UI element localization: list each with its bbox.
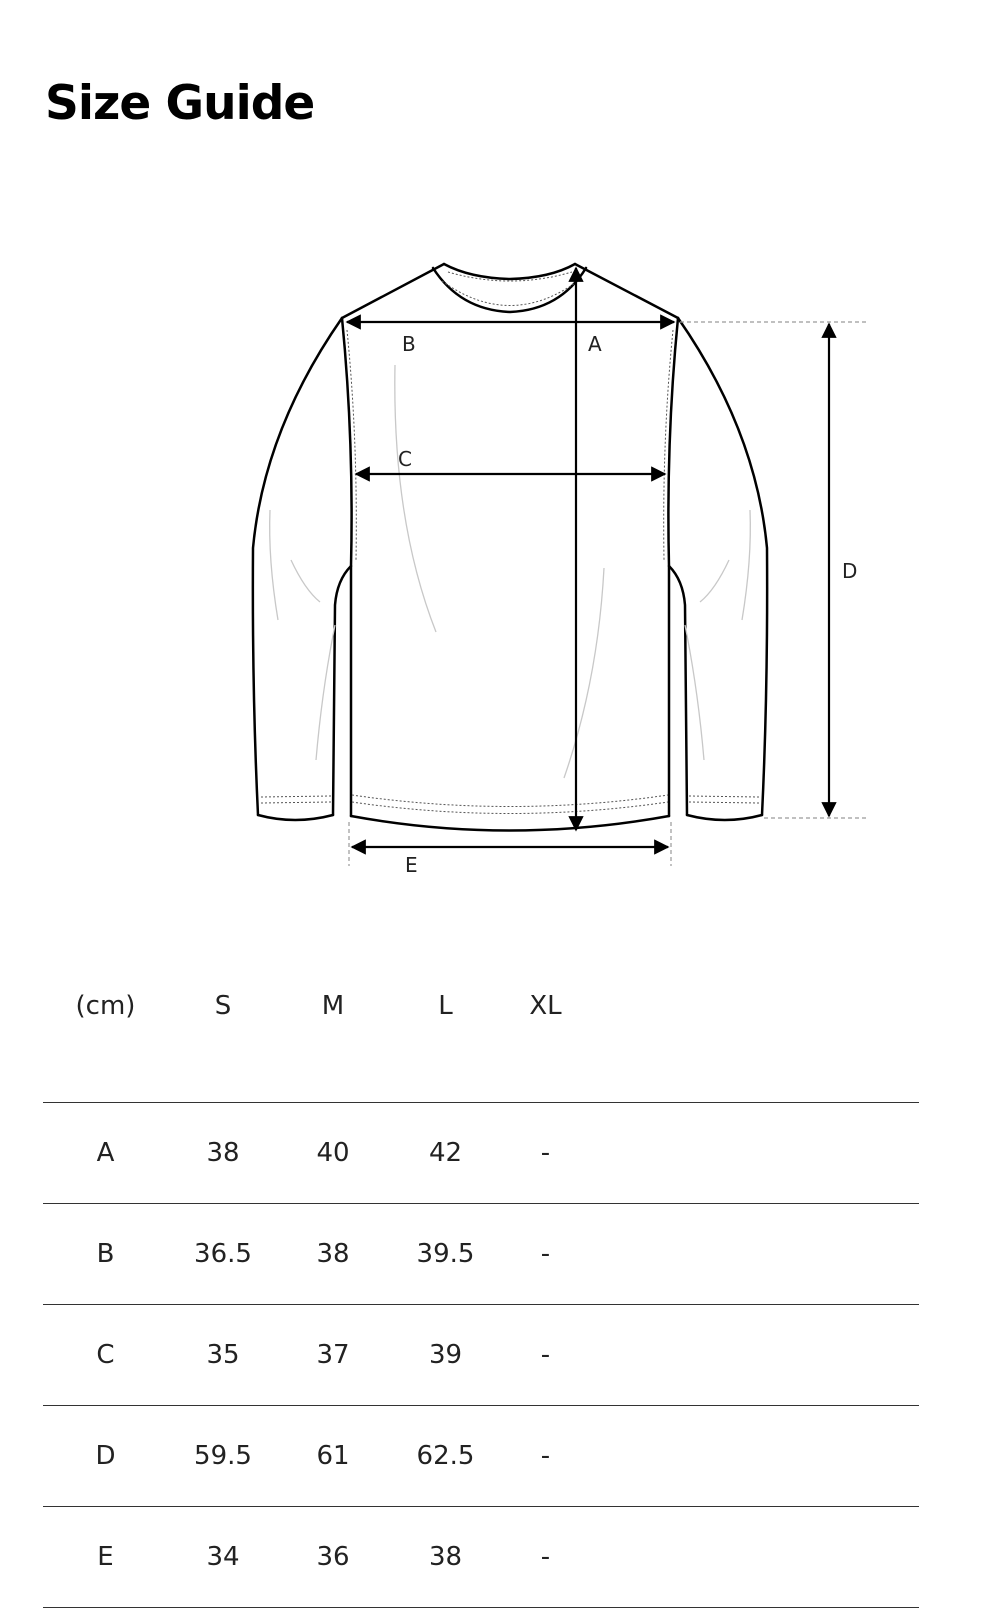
table-cell: 39 <box>428 1339 463 1370</box>
label-c: C <box>398 447 412 471</box>
spacer-cell <box>588 1405 919 1506</box>
table-cell: 36 <box>316 1541 350 1572</box>
label-a: A <box>588 332 602 356</box>
sweatshirt-outline <box>253 264 767 831</box>
spacer-cell <box>588 1506 919 1607</box>
fabric-folds <box>270 365 751 778</box>
size-header-l: L <box>438 991 453 1021</box>
label-e: E <box>405 853 418 877</box>
table-cell: 59.5 <box>194 1440 252 1471</box>
table-cell: 38 <box>316 1238 350 1269</box>
table-row <box>43 1102 919 1203</box>
size-header-s: S <box>214 991 232 1021</box>
spacer-cell <box>588 1203 919 1304</box>
size-table <box>43 992 919 1608</box>
table-cell: - <box>540 1137 551 1168</box>
row-label: D <box>95 1440 116 1471</box>
size-header-m: M <box>321 991 345 1021</box>
size-header-xl: XL <box>529 991 562 1021</box>
table-row <box>43 1304 919 1405</box>
measurement-guides <box>349 322 868 866</box>
table-row <box>43 1405 919 1506</box>
table-cell: - <box>540 1238 551 1269</box>
row-label: A <box>96 1137 115 1168</box>
table-cell: 38 <box>428 1541 463 1572</box>
label-b: B <box>402 332 416 356</box>
row-label: B <box>96 1238 115 1269</box>
page-title: Size Guide <box>45 76 315 131</box>
spacer-cell <box>588 1304 919 1405</box>
table-row <box>43 1506 919 1607</box>
row-label: C <box>96 1339 115 1370</box>
table-header-row <box>43 992 919 1102</box>
table-cell: 61 <box>316 1440 350 1471</box>
table-cell: 36.5 <box>194 1238 252 1269</box>
row-label: E <box>97 1541 114 1572</box>
unit-header: (cm) <box>75 991 136 1021</box>
table-row <box>43 1203 919 1304</box>
table-cell: 42 <box>428 1137 463 1168</box>
table-cell: 35 <box>206 1339 240 1370</box>
stitching-details <box>261 272 759 814</box>
table-cell: - <box>540 1339 551 1370</box>
spacer-cell <box>588 992 919 1102</box>
spacer-cell <box>588 1102 919 1203</box>
table-cell: 34 <box>206 1541 240 1572</box>
label-d: D <box>842 559 858 583</box>
table-cell: 40 <box>316 1137 350 1168</box>
table-cell: 39.5 <box>416 1238 475 1269</box>
table-cell: 38 <box>206 1137 240 1168</box>
table-cell: 62.5 <box>416 1440 475 1471</box>
table-cell: 37 <box>316 1339 350 1370</box>
table-cell: - <box>540 1440 551 1471</box>
table-cell: - <box>540 1541 551 1572</box>
